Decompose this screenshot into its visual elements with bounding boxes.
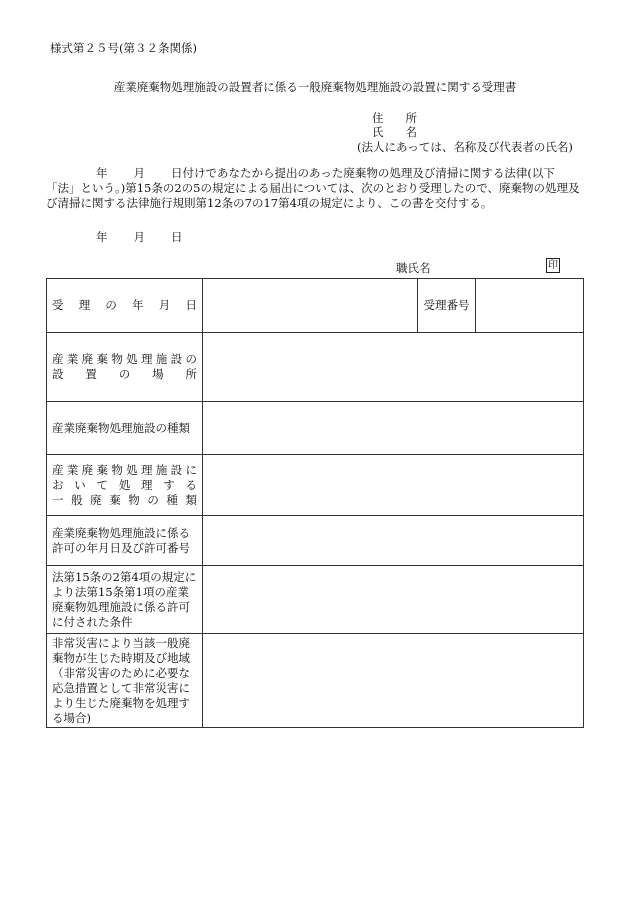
official-name-label: 職氏名 — [396, 261, 431, 275]
issue-day: 日 — [171, 230, 183, 244]
seal-mark: 印 — [548, 260, 558, 271]
facility-location-label — [47, 333, 203, 402]
table-row — [47, 634, 584, 728]
issue-year: 年 — [96, 230, 108, 244]
label-line: る場合) — [52, 710, 91, 725]
label-line: 非常災害により当該一般廃 — [52, 635, 190, 650]
permit-date-number-label — [47, 516, 203, 566]
permit-date-number-field[interactable] — [203, 516, 584, 566]
name-label — [372, 124, 417, 140]
document-title: 産業廃棄物処理施設の設置者に係る一般廃棄物処理施設の設置に関する受理書 — [113, 80, 517, 94]
table-row — [47, 566, 584, 634]
address-label-part-2: 所 — [405, 111, 417, 125]
label-line: 産業廃棄物処理施設の種類 — [52, 420, 190, 435]
table-row — [47, 279, 584, 333]
receipt-form-table — [46, 278, 584, 728]
label-line: 産業廃棄物処理施設の — [52, 352, 197, 366]
disaster-period-area-field[interactable] — [203, 634, 584, 728]
issue-month: 月 — [133, 230, 145, 244]
form-number: 様式第２５号(第３２条関係) — [50, 41, 197, 55]
body-year: 年 — [96, 166, 108, 180]
receipt-number-field[interactable] — [476, 279, 584, 333]
label-line: 設置の場所 — [52, 367, 197, 381]
facility-location-field[interactable] — [203, 333, 584, 402]
table-row — [47, 402, 584, 455]
label-line: より法第15条第1項の産業 — [52, 584, 189, 599]
address-label-part-1: 住 — [372, 111, 384, 125]
table-row — [47, 455, 584, 516]
receipt-number-label: 受理番号 — [418, 279, 476, 333]
disaster-period-area-label — [47, 634, 203, 728]
facility-type-label — [47, 402, 203, 455]
label-line: 廃棄物処理施設に係る許可 — [52, 599, 190, 614]
table-row — [47, 333, 584, 402]
general-waste-type-label — [47, 455, 203, 516]
general-waste-type-field[interactable] — [203, 455, 584, 516]
label-line: 法第15条の2第4項の規定に — [52, 569, 197, 584]
permit-conditions-label — [47, 566, 203, 634]
label-line: より生じた廃棄物を処理す — [52, 695, 190, 710]
label-line: 許可の年月日及び許可番号 — [52, 540, 190, 555]
body-month: 月 — [133, 166, 145, 180]
label-line: 一般廃棄物の種類 — [52, 492, 197, 507]
label-line: 棄物が生じた時期及び地域 — [52, 650, 190, 665]
label-line: 応急措置として非常災害に — [52, 680, 190, 695]
label-line: 産業廃棄物処理施設に係る — [52, 525, 190, 540]
body-text-content: 日付けであなたから提出のあった廃棄物の処理及び清掃に関する法律(以下「法」という。)第15条の2の5の規定による届出については、次のとおり受理したので、廃棄物の処理及び清掃に関する法律施行規則第12条の7の17第4項の規定により、この書を交付する。 — [46, 166, 580, 210]
name-label-part-2: 名 — [405, 125, 417, 139]
label-line: おいて処理する — [52, 477, 197, 492]
body-paragraph — [46, 166, 582, 211]
facility-type-field[interactable] — [203, 402, 584, 455]
label-line: （非常災害のために必要な — [52, 665, 190, 680]
receipt-date-field[interactable] — [203, 279, 418, 333]
name-label-part-1: 氏 — [372, 125, 384, 139]
label-line: に付された条件 — [52, 614, 133, 629]
permit-conditions-field[interactable] — [203, 566, 584, 634]
label-line: 産業廃棄物処理施設に — [52, 462, 197, 477]
table-row — [47, 516, 584, 566]
issue-date — [96, 229, 183, 245]
corporate-note: (法人にあっては、名称及び代表者の氏名) — [357, 140, 573, 154]
receipt-date-label: 受理の年月日 — [47, 279, 203, 333]
